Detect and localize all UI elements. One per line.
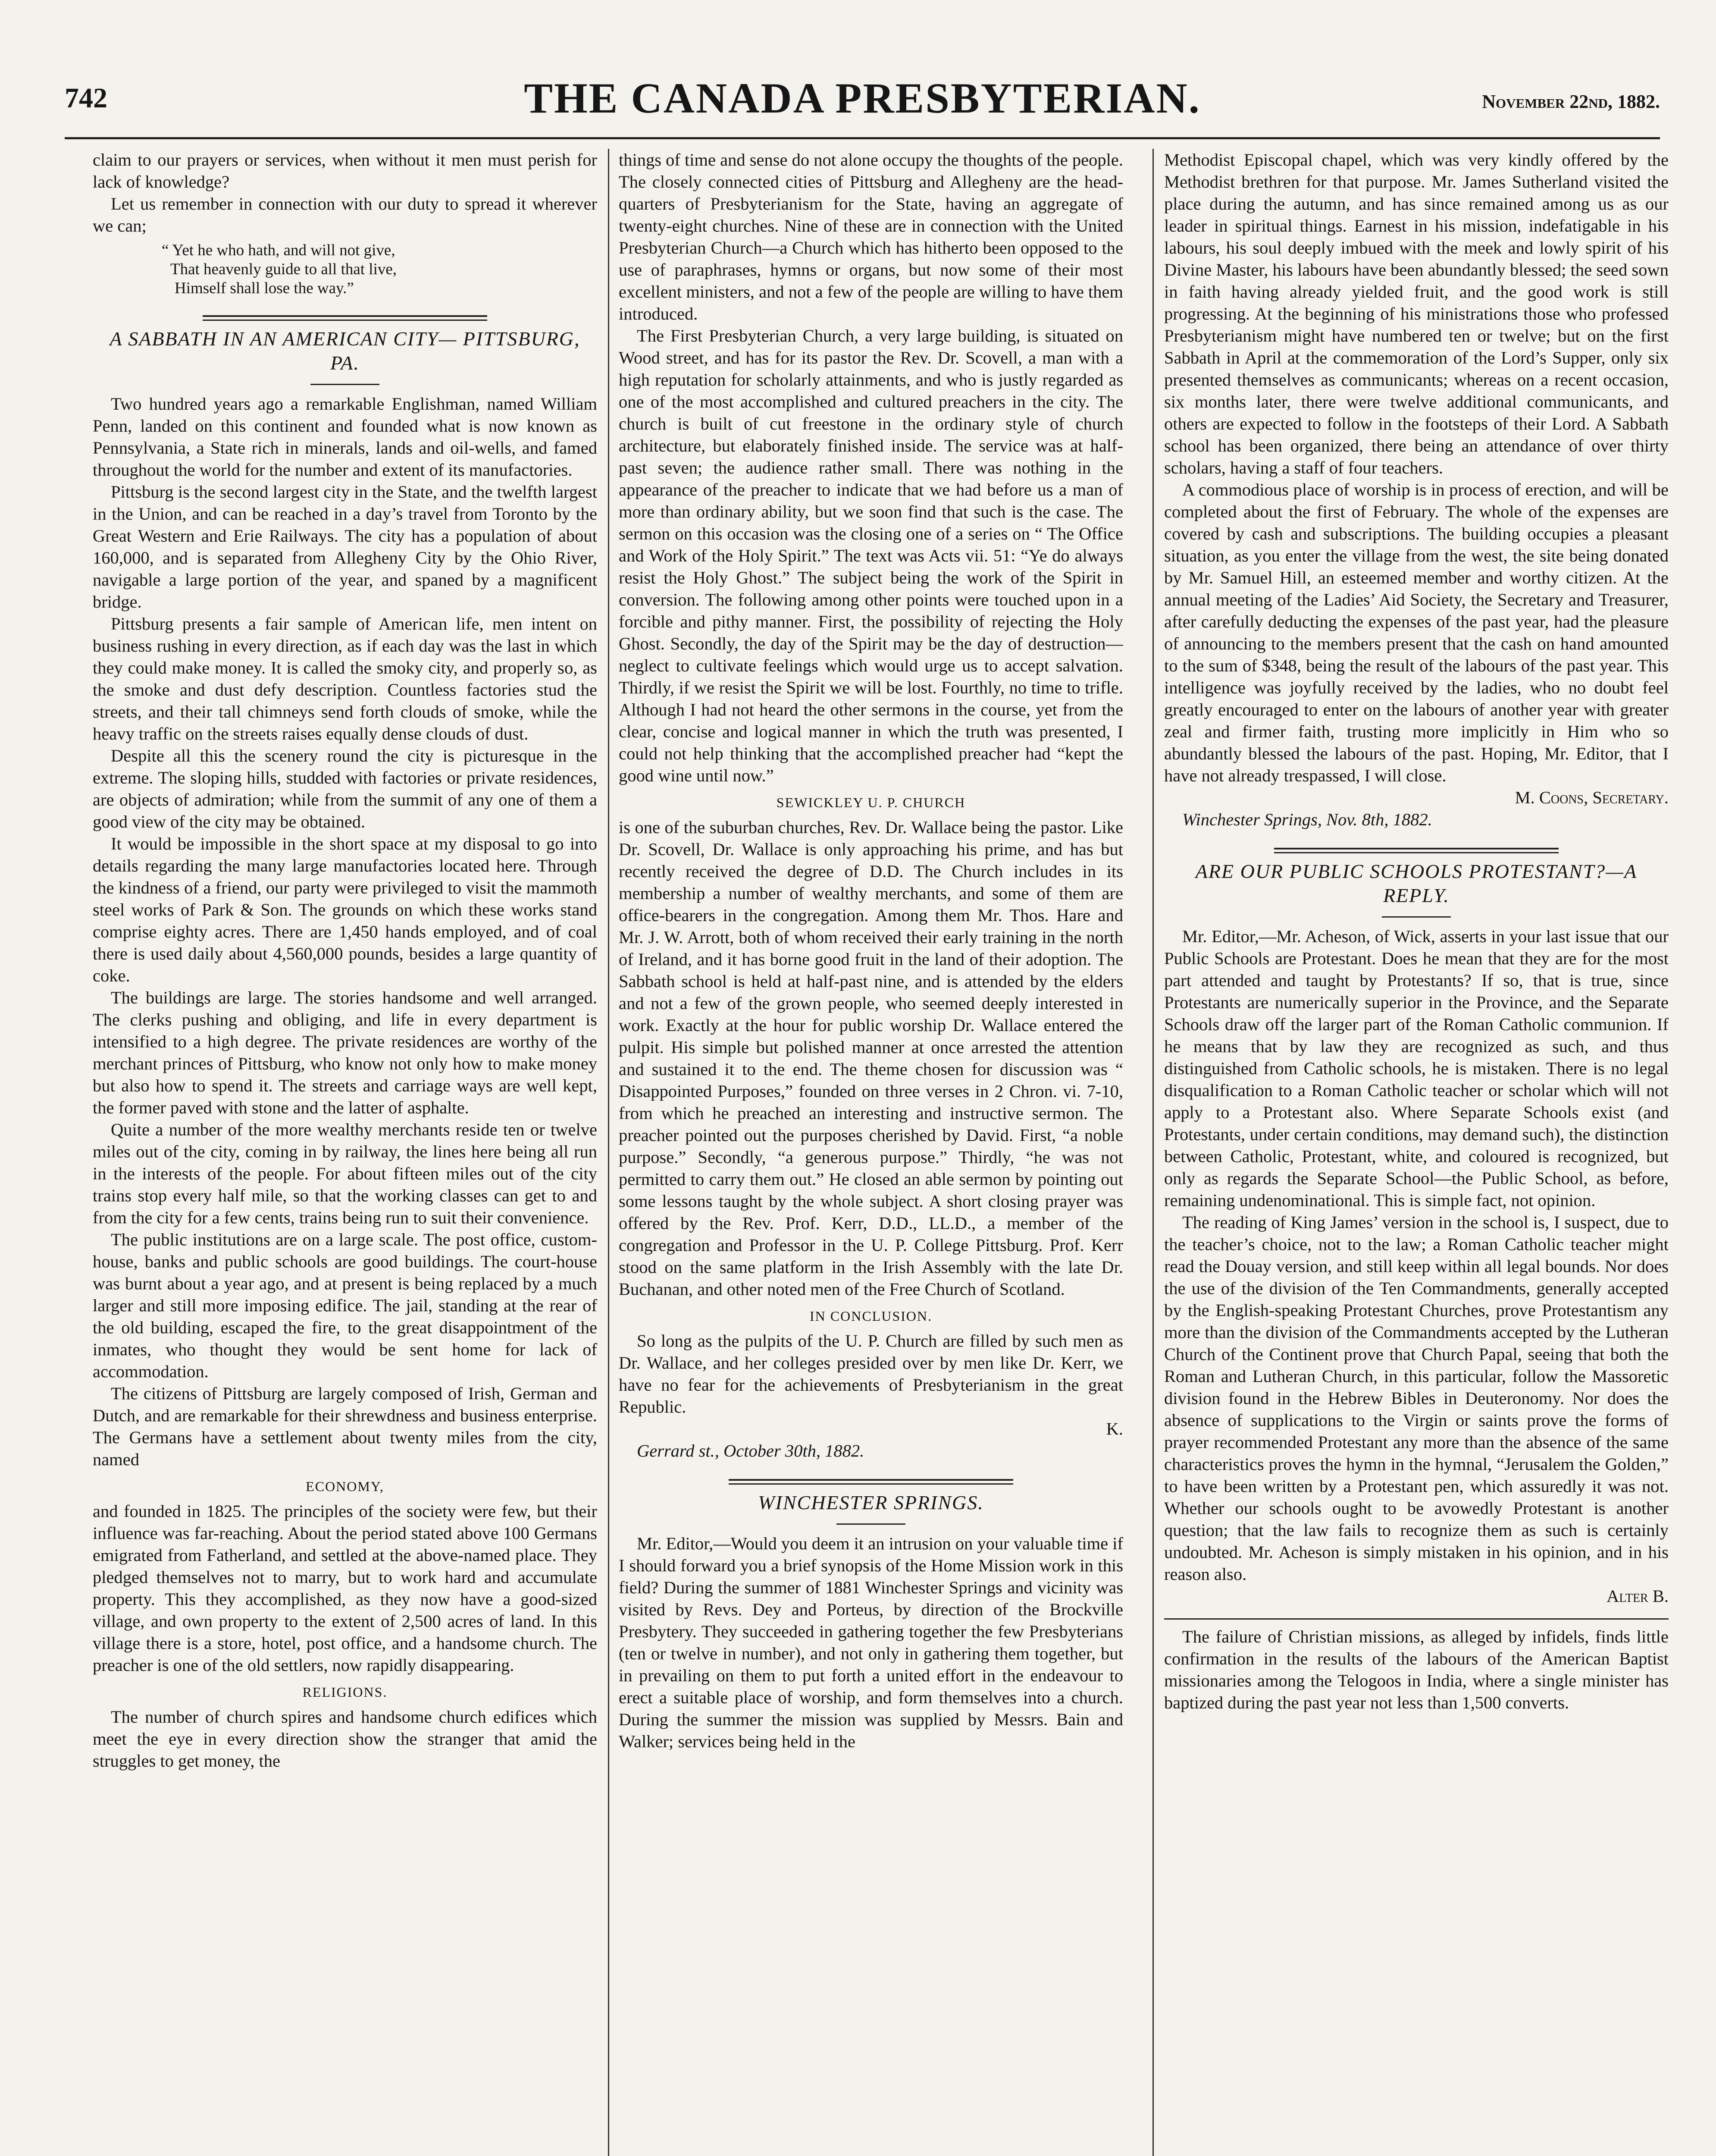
page-number: 742 [65,82,107,114]
verse-line: Himself shall lose the way.” [175,279,354,297]
paragraph: The First Presbyterian Church, a very large building, is situated on Wood street, and has for its pastor the Rev. Dr. Scovell, a man with a high reputation for scholarly attainments, and who is justly regarded as one of the most accomplished and cultured preachers in the city. The church is built of cut freestone in the ordinary style of church architecture, but elaborately finished inside. The service was at half-past seven; the audience rather small. There was nothing in the appearance of the preacher to indicate that we had before us a man of more than ordinary ability, but we soon find that such is the case. The sermon on this occasion was the closing one of a series on “ The Office and Work of the Holy Spirit.” The text was Acts vii. 51: “Ye do always resist the Holy Ghost.” The subject being the work of the Spirit in conversion. The following among other points were touched upon in a forcible and pithy manner. First, the possibility of rejecting the Holy Ghost. Secondly, the day of the Spirit may be the day of destruction—neglect to cultivate feelings which would urge us to accept salvation. Thirdly, if we resist the Spirit we will be lost. Fourthly, no time to trifle. Although I had not heard the other sermons in the course, yet from the clear, concise and logical manner in which the truth was presented, I could not help thinking that the accomplished preacher had “kept the good wine until now.” [619,326,1123,785]
dateline: Gerrard st., October 30th, 1882. [637,1441,864,1460]
signature: K. [1106,1419,1123,1438]
paragraph: Mr. Editor,—Would you deem it an intrusion on your valuable time if I should forward you a brief synopsis of the Home Mission work in this field? During the summer of 1881 Winchester Springs and vicinity was visited by Revs. Dey and Porteus, by direction of the Brockville Presbytery. They succeeded in gathering together the few Presbyterians (ten or twelve in number), and not only in gathering them together, but in prevailing on them to put forth a united effort in the endeavour to erect a suitable place of worship, and form themselves into a church. During the summer the mission was supplied by Messrs. Bain and Walker; services being held in the [619,1534,1123,1751]
article-title: A SABBATH IN AN AMERICAN CITY— PITTSBURG, PA. [110,328,580,374]
subheading: IN CONCLUSION. [810,1308,932,1324]
column-3 [1164,149,1669,2156]
paragraph: The buildings are large. The stories handsome and well arranged. The clerks pushing and obliging, and life in every department is intensified to a high degree. The private residences are worthy of the merchant princes of Pittsburg, who know not only how to make money but also how to spend it. The streets and carriage ways are well kept, the former paved with stone and the latter of asphalte. [93,988,597,1117]
column-1 [93,149,597,2156]
verse-line: That heavenly guide to all that live, [170,260,397,278]
section-double-rule [729,1479,1013,1485]
paragraph: It would be impossible in the short space at my disposal to go into details regarding the many large manufactories located here. Through the kindness of a friend, our party were privileged to visit the mammoth steel works of Park & Son. The grounds on which these works stand comprise eighty acres. There are 1,450 hands employed, and of coal there is used daily about 4,560,000 pounds, besides a large quantity of coke. [93,834,597,985]
paragraph: Despite all this the scenery round the city is picturesque in the extreme. The sloping hills, studded with factories or private residences, are objects of admiration; while from the summit of any one of them a good view of the city may be obtained. [93,746,597,831]
paragraph: The citizens of Pittsburg are largely composed of Irish, German and Dutch, and are remarkable for their shrewdness and business enterprise. The Germans have a settlement about twenty miles from the city, named [93,1384,597,1469]
paragraph: is one of the suburban churches, Rev. Dr. Wallace being the pastor. Like Dr. Scovell, Dr. Wallace is only approaching his prime, and has but recently received the degree of D.D. The Church includes in its membership a number of wealthy merchants, and some of them are office-bearers in the congregation. Among them Mr. Thos. Hare and Mr. J. W. Arrott, both of whom received their early training in the north of Ireland, and it has borne good fruit in the land of their adoption. The Sabbath school is held at half-past nine, and is attended by the elders and not a few of the grown people, who seemed deeply interested in work. Exactly at the hour for public worship Dr. Wallace entered the pulpit. His simple but polished manner at once arrested the attention and sustained it to the end. The theme chosen for discussion was “ Disappointed Purposes,” founded on three verses in 2 Chron. vi. 7-10, from which he preached an interesting and instructive sermon. The preacher pointed out the purposes cherished by David. First, “a noble purpose.” Secondly, “a generous purpose.” Thirdly, “he was not permitted to carry them out.” He closed an able sermon by pointing out some lessons taught by the whole subject. A short closing prayer was offered by the Rev. Prof. Kerr, D.D., LL.D., a member of the congregation and Professor in the U. P. College Pittsburg. Prof. Kerr stood on the same platform in the Irish Assembly with the late Dr. Buchanan, and other noted men of the Free Church of Scotland. [619,818,1123,1299]
paragraph: The number of church spires and handsome church edifices which meet the eye in every direction show the stranger that amid the struggles to get money, the [93,1707,597,1771]
verse-line: “ Yet he who hath, and will not give, [162,241,395,259]
section-rule [1164,1618,1669,1620]
paragraph: The reading of King James’ version in the school is, I suspect, due to the teacher’s choice, not to the law; a Roman Catholic teacher might read the Douay version, and still keep within all legal bounds. Nor does the use of the division of the Ten Commandments, generally accepted by the English-speaking Protestant Churches, prove Protestantism any more than the division of the Commandments accepted by the Lutheran Church of the Continent prove that Church Papal, seeing that both the Roman and Lutheran Church, in this particular, follow the Massoretic division found in the Hebrew Bibles in Deuteronomy. Nor does the absence of supplications to the Virgin or saints prove the forms of prayer recommended Protestant any more than the absence of the same characteristics proves the hymn in the hymnal, “Jerusalem the Golden,” to have been written by a Protestant pen, which assuredly it was not. Whether our schools ought to be avowedly Protestant is another question; that the law fails to recognize them as such is certainly undoubted. Mr. Acheson is simply mistaken in his opinion, and in his reason also. [1164,1213,1669,1584]
title-rule [310,384,379,385]
paragraph: The public institutions are on a large scale. The post office, custom-house, banks and public schools are good buildings. The court-house was burnt about a year ago, and at present is being replaced by a much larger and still more imposing edifice. The jail, standing at the rear of the old building, escaped the fire, to the great disappointment of the inmates, who thought they would be sent home for lack of accommodation. [93,1230,597,1381]
paragraph: Pittsburg presents a fair sample of American life, men intent on business rushing in every direction, as if each day was the last in which they could make money. It is called the smoky city, and properly so, as the smoke and dust defy description. Countless factories stud the streets, and their tall chimneys send forth clouds of smoke, while the heavy traffic on the streets raises equally dense clouds of dust. [93,614,597,743]
issue-date: November 22nd, 1882. [1482,91,1660,112]
section-double-rule [203,315,487,321]
paragraph: The failure of Christian missions, as alleged by infidels, finds little confirmation in the results of the labours of the American Baptist missionaries among the Telogoos in India, where a single minister has baptized during the past year not less than 1,500 converts. [1164,1627,1669,1712]
masthead: THE CANADA PRESBYTERIAN. [524,74,1201,122]
title-rule [836,1523,905,1525]
article-title: WINCHESTER SPRINGS. [758,1492,984,1514]
dateline: Winchester Springs, Nov. 8th, 1882. [1182,810,1432,829]
subheading: ECONOMY, [306,1479,384,1494]
paragraph: Methodist Episcopal chapel, which was very kindly offered by the Methodist brethren for that purpose. Mr. James Sutherland visited the place during the autumn, and has since remained among us as our leader in spiritual things. Earnest in his mission, indefatigable in his labours, his soul deeply imbued with the meek and lowly spirit of his Divine Master, his labours have been abundantly blessed; the seed sown in faith having already yielded fruit, and the good work is still progressing. At the beginning of his ministrations those who professed Presbyterianism might have numbered ten or twelve; but on the first Sabbath in April at the commemoration of the Lord’s Supper, only six presented themselves as communicants; whereas on a recent occasion, six months later, there were twelve additional communicants, and others are expected to follow in the footsteps of their Lord. A Sabbath school has been organized, there being an attendance of over thirty scholars, having a staff of four teachers. [1164,150,1669,477]
verse-quote [162,241,597,298]
column-divider [1152,149,1154,2156]
section-double-rule [1274,848,1559,853]
paragraph: So long as the pulpits of the U. P. Church are filled by such men as Dr. Wallace, and her colleges presided over by men like Dr. Kerr, we have no fear for the achievements of Presbyterianism in the great Republic. [619,1331,1123,1416]
subheading: SEWICKLEY U. P. CHURCH [776,795,966,810]
paragraph: Quite a number of the more wealthy merchants reside ten or twelve miles out of the city, coming in by railway, the lines here being all run in the interests of the people. For about fifteen miles out of the city trains stop every half mile, so that the working classes can get to and from the city for a few cents, trains being run to suit their convenience. [93,1120,597,1227]
page-header [65,73,1660,134]
subheading: RELIGIONS. [302,1684,388,1700]
article-title: ARE OUR PUBLIC SCHOOLS PROTESTANT?—A REPLY. [1195,860,1638,906]
paragraph: Mr. Editor,—Mr. Acheson, of Wick, asserts in your last issue that our Public Schools are Protestant. Does he mean that they are for the most part attended and taught by Protestants? If so, that is true, since Protestants are numerically superior in the Province, and the Separate Schools draw off the larger part of the Roman Catholic communion. If he means that by law they are recognized as such, and thus distinguished from Catholic schools, he is mistaken. There is no legal disqualification to a Roman Catholic teacher or scholar which will not apply to a Protestant also. Where Separate Schools exist (and Protestants, under certain conditions, may demand such), the distinction between Catholic, Protestant, white, and coloured is recognized, but only as regards the Separate School—the Public School, as before, remaining undenominational. This is simple fact, not opinion. [1164,927,1669,1210]
signature: Alter B. [1606,1586,1669,1606]
paragraph: things of time and sense do not alone occupy the thoughts of the people. The closely connected cities of Pittsburg and Allegheny are the head-quarters of Presbyterianism for the State, having an aggregate of twenty-eight churches. Nine of these are in connection with the United Presbyterian Church—a Church which has hitherto been opposed to the use of paraphrases, hymns or organs, but now some of their most excellent ministers, and not a few of the people are willing to have them introduced. [619,150,1123,323]
paragraph: Pittsburg is the second largest city in the State, and the twelfth largest in the Union, and can be reached in a day’s travel from Toronto by the Great Western and Erie Railways. The city has a population of about 160,000, and is separated from Allegheny City by the Ohio River, navigable a large portion of the year, and spaned by a magnificent bridge. [93,482,597,611]
column-divider [608,149,609,2156]
paragraph: A commodious place of worship is in process of erection, and will be completed about the first of February. The whole of the expenses are covered by cash and subscriptions. The building occupies a pleasant situation, as you enter the village from the west, the site being donated by Mr. Samuel Hill, an esteemed member and worthy citizen. At the annual meeting of the Ladies’ Aid Society, the Secretary and Treasurer, after carefully deducting the expenses of the past year, had the pleasure of announcing to the members present that the cash on hand amounted to the sum of $348, being the result of the labours of the past year. This intelligence was joyfully received by the ladies, who no doubt feel greatly encouraged to enter on the labours of another year with greater zeal and firmer faith, trusting more implicitly in Him who so abundantly blessed the labours of the past. Hoping, Mr. Editor, that I have not already trespassed, I will close. [1164,480,1669,785]
header-rule [65,137,1660,139]
paragraph: Two hundred years ago a remarkable Englishman, named William Penn, landed on this continent and founded what is now known as Pennsylvania, a State rich in minerals, lands and oil-wells, and famed throughout the world for the number and extent of its manufactories. [93,394,597,479]
column-2 [619,149,1123,2156]
paragraph: claim to our prayers or services, when without it men must perish for lack of knowledge? [93,150,597,191]
paragraph: and founded in 1825. The principles of the society were few, but their influence was far-reaching. About the period stated above 100 Germans emigrated from Fatherland, and settled at the above-named place. They pledged themselves not to marry, but to work hard and accumulate property. This they accomplished, as they now have a good-sized village, and own property to the extent of 2,500 acres of land. In this village there is a store, hotel, post office, and a handsome church. The preacher is one of the old settlers, now rapidly disappearing. [93,1501,597,1675]
signature: M. Coons, Secretary. [1515,788,1669,807]
title-rule [1382,916,1451,918]
paragraph: Let us remember in connection with our duty to spread it wherever we can; [93,194,597,235]
